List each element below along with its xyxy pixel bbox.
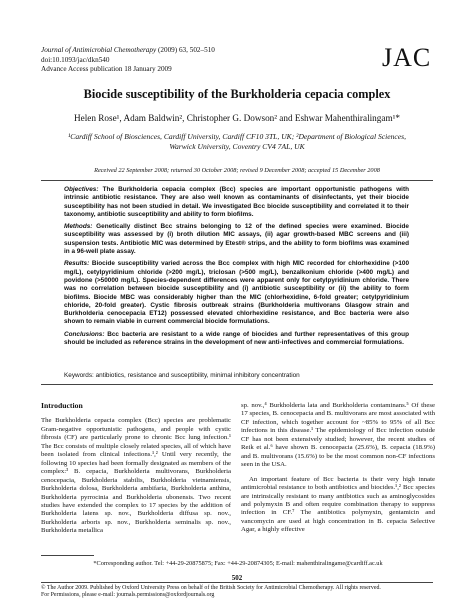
corresponding-author: *Corresponding author. Tel: +44-29-20875875; Fax: +44-29-20874305; E-mail: mahenthiralingame@cardiff.ac.uk (93, 560, 383, 567)
affiliation-line-1: ¹Cardiff School of Biosciences, Cardiff University, Cardiff CF10 3TL, UK; ²Department of Biological Sciences, (67, 132, 407, 141)
intro-paragraph-1: The Burkholderia cepacia complex (Bcc) species are problematic Gram-negative opportunistic pathogens, and people with cystic fibrosis (CF) are particularly prone to chronic Bcc lung infection.¹ The Bcc consists of multiple closely related species, all of which have been isolated from clinical infections.¹,² Until very recently, the following 10 species had been formally designated as members of the complex:³ B. cepacia, Burkholderia multivorans, Burkholderia cenocepacia, Burkholderia stabilis, Burkholderia vietnamiensis, Burkholderia dolosa, Burkholderia ambifaria, Burkholderia anthina, Burkholderia pyrrocinia and Burkholderia ubonensis. Two recent studies have extended the complex to 17 species by the addition of Burkholderia latens sp. nov., Burkholderia diffusa sp. nov., Burkholderia arboris sp. nov., Burkholderia seminalis sp. nov., Burkholderia metallica (41, 417, 231, 535)
copyright-line-1: © The Author 2009. Published by Oxford University Press on behalf of the British Society for Antimicrobial Chemotherapy. All rights reserved. (41, 585, 381, 591)
copyright-line-2: For Permissions, please e-mail: journals.permissions@oxfordjournals.org (41, 592, 215, 599)
abstract-bottom-rule (41, 384, 433, 385)
author-list: Helen Rose¹, Adam Baldwin², Christopher G. Dowson² and Eshwar Mahenthiralingam¹* (74, 113, 400, 123)
intro-paragraph-3: An important feature of Bcc bacteria is their very high innate antimicrobial resistance to both antibiotics and biocides.¹,² Bcc species are intrinsically resistant to many antibiotics such as aminoglycosides and polymyxin B and often require combination therapy to suppress infection in CF.⁷ The antibiotics polymyxin, gentamicin and vancomycin are used at high concentration in B. cepacia Selective Agar, a highly effective (241, 475, 435, 534)
page-number: 502 (231, 574, 243, 582)
left-column (41, 402, 231, 536)
doi: doi:10.1093/jac/dkn540 (41, 55, 110, 64)
abstract-conclusions (64, 331, 409, 348)
advance-access: Advance Access publication 18 January 2009 (41, 65, 172, 74)
intro-paragraph-2: sp. nov.,⁴ Burkholderia lata and Burkholderia contaminans.⁵ Of these 17 species, B. cenocepacia and B. multivorans are most associated with CF infection, which together account for ~85% to 95% of all Bcc infections in this disease.¹ The epidemiology of Bcc infection outside CF has not been extensively studied; however, the recent studies of Reik et al.⁶ have shown B. cenocepacia (25.6%), B. cepacia (18.9%) and B. multivorans (15.6%) to be the most common non-CF infections seen in the USA. (241, 402, 435, 469)
right-column (241, 402, 435, 535)
jac-logo: JAC (382, 43, 432, 72)
footnote-rule (41, 555, 94, 556)
abstract-methods (64, 223, 409, 256)
abstract (64, 186, 409, 351)
article-title: Biocide susceptibility of the Burkholderia cepacia complex (83, 87, 391, 101)
journal-volume: (2009) 63, 502–510 (158, 46, 215, 54)
objectives-text: The Burkholderia cepacia complex (Bcc) species are important opportunistic pathogens with intrinsic antibiotic resistance. They are also well known as contaminants of disinfectants, yet their biocide susceptibility has not been studied in detail. We investigated Bcc biocide susceptibility and correlated it to their taxonomy, antibiotic susceptibility and ability to form biofilms. (64, 186, 409, 218)
journal-header (41, 46, 215, 75)
abstract-results (64, 260, 409, 326)
methods-text: Genetically distinct Bcc strains belonging to 12 of the defined species were examined. Biocide susceptibility was assessed by (i) broth dilution MIC assays, (ii) agar growth-based MBC screens and (iii) suspension tests. Antibiotic MIC was determined by Etest® strips, and the ability to form biofilms was examined in a 96-well plate assay. (64, 223, 409, 256)
copyright-rule (41, 582, 433, 583)
conclusions-text: Bcc bacteria are resistant to a wide range of biocides and further representatives of this group should be included as reference strains in the development of new anti-infectives and commercial formulations. (64, 330, 409, 347)
results-text: Biocide susceptibility varied across the Bcc complex with high MIC recorded for chlorhexidine (>100 mg/L), cetylpyridinium chloride (>200 mg/L), triclosan (>500 mg/L), benzalkonium chloride (>400 mg/L) and povidone (>50000 mg/L). Species-dependent differences were apparent only for cetylpyridinium chloride. There was no correlation between biocide susceptibility and (i) antibiotic susceptibility or (ii) the ability to form biofilms. Biocide MBC was considerably higher than the MIC (chlorhexidine, 6-fold greater; cetylpyridinium chloride, 20-fold greater). Cystic fibrosis outbreak strains (Burkholderia multivorans Glasgow strain and Burkholderia cenocepacia ET12) possessed elevated chlorhexidine resistance, and Bcc bacteria were also shown to remain viable in current commercial biocide formulations. (64, 260, 410, 326)
affiliation-line-2: Warwick University, Coventry CV4 7AL, UK (169, 142, 305, 151)
conclusions-label: Conclusions: (64, 330, 105, 338)
affiliations (40, 132, 434, 152)
received-dates: Received 22 September 2008; returned 30 October 2008; revised 9 December 2008; accepted 15 December 2008 (94, 167, 380, 174)
introduction-heading: Introduction (41, 401, 83, 410)
journal-name: Journal of Antimicrobial Chemotherapy (41, 46, 157, 54)
results-label: Results: (64, 260, 90, 268)
keywords: Keywords: antibiotics, resistance and susceptibility, minimal inhibitory concentration (64, 372, 300, 379)
abstract-objectives (64, 186, 409, 219)
abstract-top-rule (41, 180, 433, 181)
methods-label: Methods: (64, 223, 93, 231)
objectives-label: Objectives: (64, 186, 99, 193)
copyright (41, 585, 433, 600)
